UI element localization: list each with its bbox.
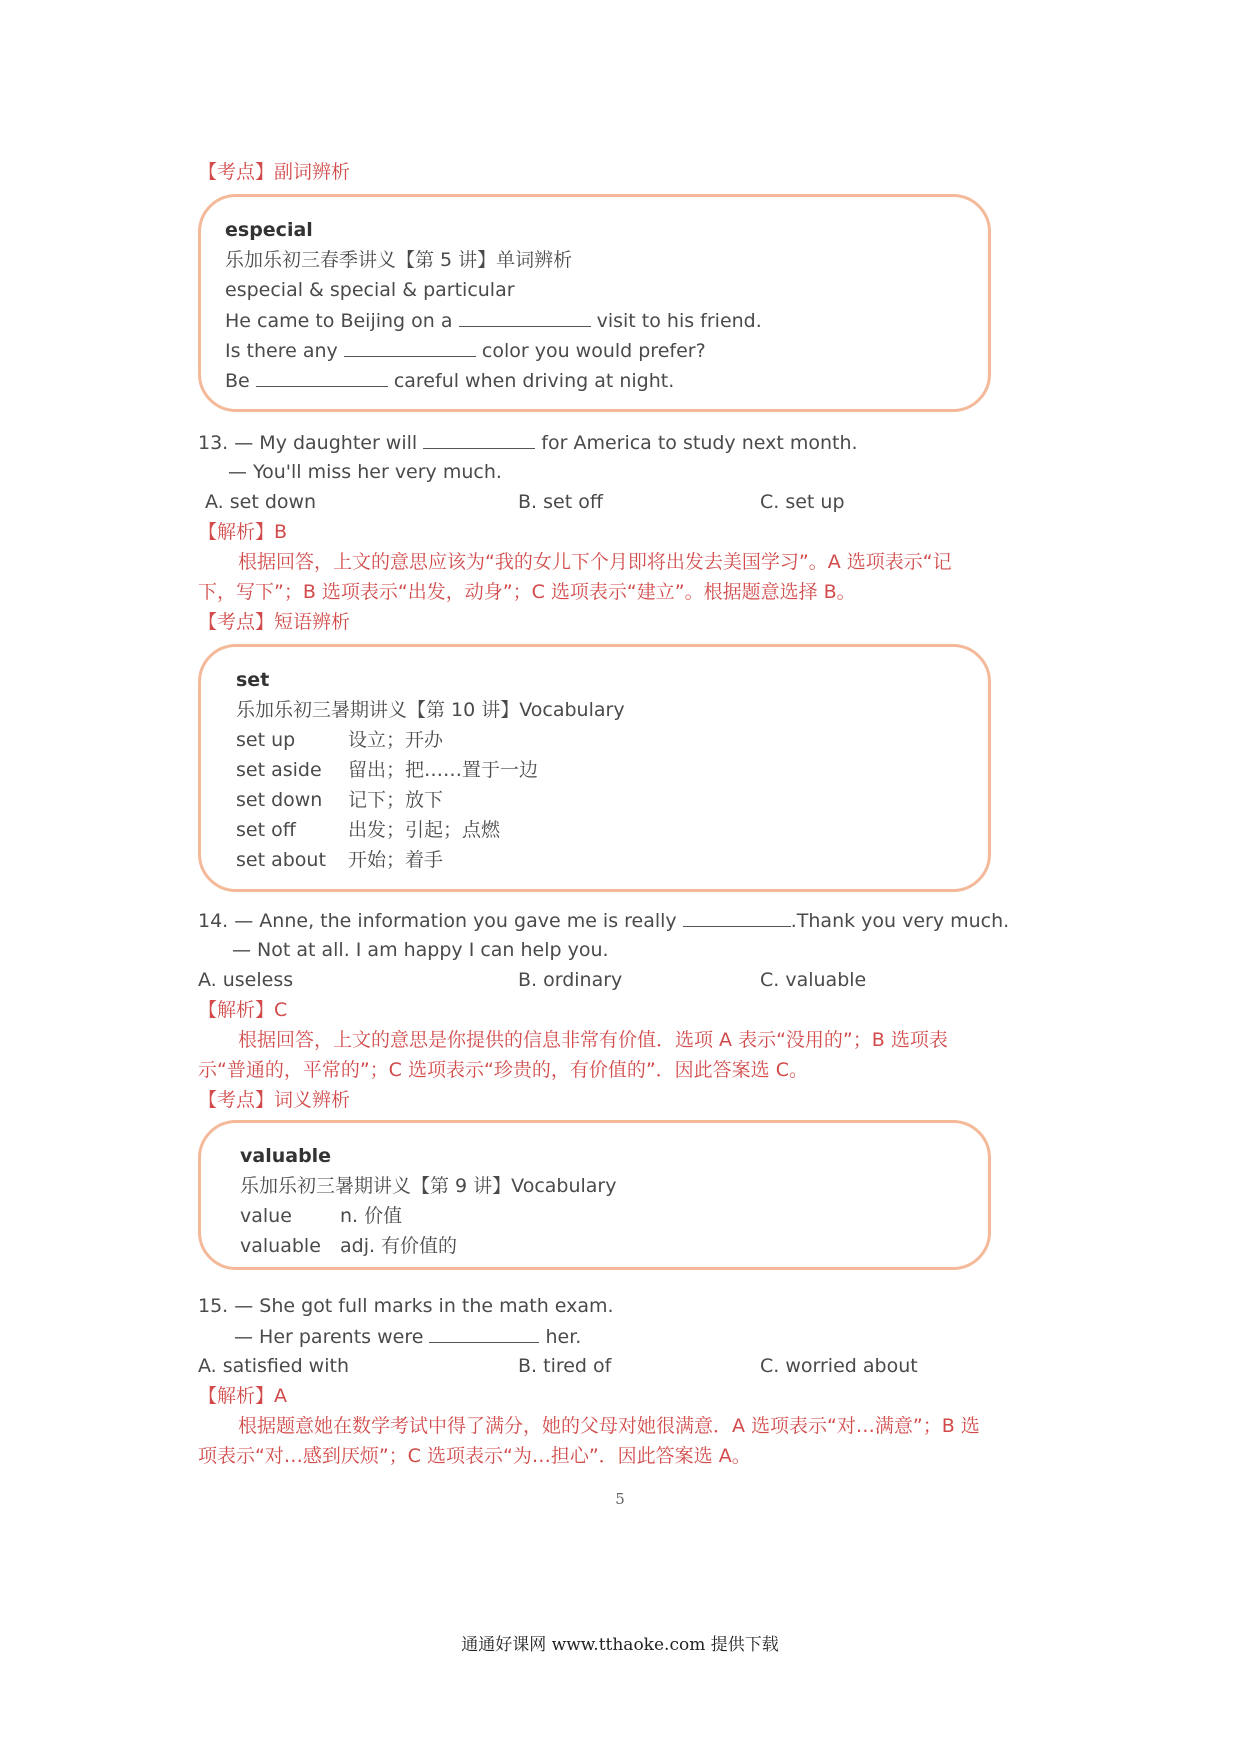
q14-option-b: B. ordinary	[518, 969, 623, 991]
box3-row-en: value	[240, 1205, 292, 1227]
box2-row-en: set about	[236, 849, 326, 871]
q15-explanation-2: 项表示“对…感到厌烦”；C 选项表示“为…担心”．因此答案选 A。	[198, 1445, 751, 1467]
box2-row-cn: 开始；着手	[348, 849, 444, 871]
q13-option-c: C. set up	[760, 491, 845, 513]
box3-row-cn: n. 价值	[340, 1205, 403, 1227]
kaodian-label-2: 【考点】短语辨析	[198, 611, 351, 633]
box1-line1: especial & special & particular	[225, 279, 515, 301]
q13-explanation-1: 根据回答，上文的意思应该为“我的女儿下个月即将出发去美国学习”。A 选项表示“记	[238, 551, 952, 573]
q14-line2: — Not at all. I am happy I can help you.	[232, 939, 609, 961]
box2-row-en: set aside	[236, 759, 322, 781]
box2-word: set	[236, 669, 270, 691]
footer-download-note: 通通好课网 www.tthaoke.com 提供下载	[461, 1635, 779, 1655]
kaodian-label-3: 【考点】词义辨析	[198, 1089, 351, 1111]
answer-blank	[429, 1324, 539, 1343]
box3-row-cn: adj. 有价值的	[340, 1235, 458, 1257]
q15-option-b: B. tired of	[518, 1355, 612, 1377]
q15-explanation-1: 根据题意她在数学考试中得了满分，她的父母对她很满意．A 选项表示“对…满意”；B 选	[238, 1415, 980, 1437]
answer-blank	[683, 908, 791, 927]
box1-word: especial	[225, 219, 313, 241]
box1-sentence-2: Is there any color you would prefer?	[225, 340, 706, 362]
box3-word: valuable	[240, 1145, 332, 1167]
q14-explanation-1: 根据回答，上文的意思是你提供的信息非常有价值．选项 A 表示“没用的”；B 选项表	[238, 1029, 948, 1051]
q15-option-c: C. worried about	[760, 1355, 918, 1377]
box1-sentence-1: He came to Beijing on a visit to his friend.	[225, 310, 762, 332]
kaodian-label-1: 【考点】副词辨析	[198, 161, 351, 183]
q13-line2: — You'll miss her very much.	[228, 461, 502, 483]
answer-blank	[344, 338, 476, 357]
q15-answer: 【解析】A	[198, 1385, 287, 1407]
q14-stem: 14. — Anne, the information you gave me is really .Thank you very much.	[198, 910, 1010, 932]
q14-answer: 【解析】C	[198, 999, 288, 1021]
box2-row-cn: 设立；开办	[348, 729, 444, 751]
q13-stem: 13. — My daughter will for America to study next month.	[198, 432, 858, 454]
box2-row-cn: 留出；把……置于一边	[348, 759, 539, 781]
answer-blank	[256, 368, 388, 387]
q13-option-a: A. set down	[205, 491, 317, 513]
box1-sentence-3: Be careful when driving at night.	[225, 370, 675, 392]
box3-source: 乐加乐初三暑期讲义【第 9 讲】Vocabulary	[240, 1175, 617, 1197]
q15-stem: 15. — She got full marks in the math exam.	[198, 1295, 614, 1317]
q14-explanation-2: 示“普通的，平常的”；C 选项表示“珍贵的，有价值的”．因此答案选 C。	[198, 1059, 808, 1081]
box2-row-cn: 记下；放下	[348, 789, 444, 811]
q15-option-a: A. satisfied with	[198, 1355, 349, 1377]
box2-row-en: set down	[236, 789, 323, 811]
box2-row-cn: 出发；引起；点燃	[348, 819, 501, 841]
q15-line2: — Her parents were her.	[234, 1326, 582, 1348]
q14-option-c: C. valuable	[760, 969, 867, 991]
q14-option-a: A. useless	[198, 969, 294, 991]
q13-option-b: B. set off	[518, 491, 603, 513]
box2-source: 乐加乐初三暑期讲义【第 10 讲】Vocabulary	[236, 699, 625, 721]
box1-source: 乐加乐初三春季讲义【第 5 讲】单词辨析	[225, 249, 573, 271]
box2-row-en: set up	[236, 729, 296, 751]
page-number: 5	[615, 1490, 625, 1508]
q13-explanation-2: 下，写下”；B 选项表示“出发，动身”；C 选项表示“建立”。根据题意选择 B。	[198, 581, 856, 603]
q13-answer: 【解析】B	[198, 521, 288, 543]
answer-blank	[459, 308, 591, 327]
box3-row-en: valuable	[240, 1235, 321, 1257]
box2-row-en: set off	[236, 819, 296, 841]
answer-blank	[423, 430, 535, 449]
